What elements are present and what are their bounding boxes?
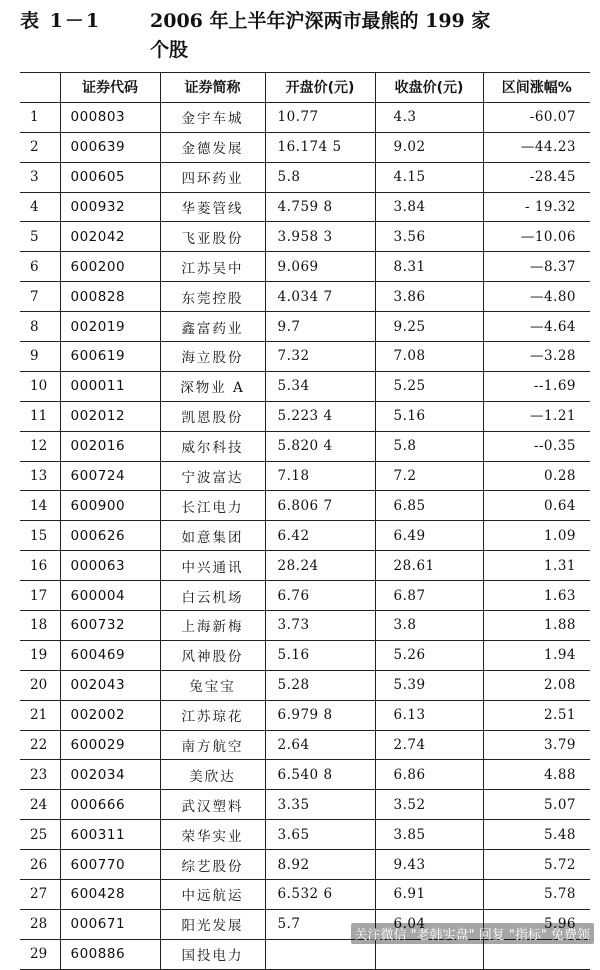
stock-name: 华菱管线: [160, 192, 265, 222]
change-percent: 4.88: [483, 760, 590, 790]
change-percent: —1.21: [483, 401, 590, 431]
open-price: 3.35: [265, 790, 375, 820]
change-percent: —4.80: [483, 282, 590, 312]
close-price: 3.52: [375, 790, 483, 820]
stock-name: 威尔科技: [160, 431, 265, 461]
stock-name: 武汉塑料: [160, 790, 265, 820]
stock-code: 002043: [60, 670, 160, 700]
row-index: 13: [20, 461, 60, 491]
change-percent: 5.48: [483, 820, 590, 850]
change-percent: -60.07: [483, 102, 590, 132]
row-index: 28: [20, 909, 60, 939]
table-row: [20, 162, 590, 192]
table-number: 表 1－1: [20, 10, 102, 32]
change-percent: --0.35: [483, 431, 590, 461]
stock-code: 000828: [60, 282, 160, 312]
stock-name: 四环药业: [160, 162, 265, 192]
stock-name: 深物业 A: [160, 371, 265, 401]
header-name: 证券简称: [160, 73, 265, 103]
stock-code: 000063: [60, 551, 160, 581]
row-index: 6: [20, 252, 60, 282]
table-row: [20, 371, 590, 401]
stock-name: 金宇车城: [160, 102, 265, 132]
table-row: [20, 700, 590, 730]
close-price: 6.91: [375, 880, 483, 910]
row-index: 8: [20, 312, 60, 342]
row-index: 27: [20, 880, 60, 910]
stock-code: 600200: [60, 252, 160, 282]
stock-code: 000639: [60, 132, 160, 162]
table-row: [20, 820, 590, 850]
row-index: 24: [20, 790, 60, 820]
close-price: 3.85: [375, 820, 483, 850]
row-index: 9: [20, 342, 60, 372]
row-index: 26: [20, 850, 60, 880]
close-price: 6.87: [375, 581, 483, 611]
close-price: 3.84: [375, 192, 483, 222]
change-percent: 1.31: [483, 551, 590, 581]
row-index: 22: [20, 730, 60, 760]
close-price: 6.86: [375, 760, 483, 790]
change-percent: —3.28: [483, 342, 590, 372]
open-price: 5.8: [265, 162, 375, 192]
change-percent: 5.72: [483, 850, 590, 880]
change-percent: --1.69: [483, 371, 590, 401]
open-price: 3.73: [265, 611, 375, 641]
row-index: 20: [20, 670, 60, 700]
change-percent: 5.96: [483, 909, 590, 939]
stock-name: 阳光发展: [160, 909, 265, 939]
row-index: 1: [20, 102, 60, 132]
stock-code: 600886: [60, 939, 160, 969]
stock-name: 上海新梅: [160, 611, 265, 641]
stock-code: 000605: [60, 162, 160, 192]
change-percent: 1.94: [483, 640, 590, 670]
row-index: 16: [20, 551, 60, 581]
change-percent: 0.64: [483, 491, 590, 521]
open-price: 6.806 7: [265, 491, 375, 521]
stock-code: 600029: [60, 730, 160, 760]
table-row: [20, 401, 590, 431]
stock-name: 综艺股份: [160, 850, 265, 880]
stock-code: 002042: [60, 222, 160, 252]
row-index: 25: [20, 820, 60, 850]
close-price: 2.74: [375, 730, 483, 760]
change-percent: 2.51: [483, 700, 590, 730]
close-price: 5.8: [375, 431, 483, 461]
stock-code: 000803: [60, 102, 160, 132]
stock-name: 美欣达: [160, 760, 265, 790]
close-price: 3.8: [375, 611, 483, 641]
stock-code: 600311: [60, 820, 160, 850]
stock-name: 海立股份: [160, 342, 265, 372]
open-price: 4.759 8: [265, 192, 375, 222]
stock-code: 000011: [60, 371, 160, 401]
row-index: 10: [20, 371, 60, 401]
open-price: 2.64: [265, 730, 375, 760]
stock-code: 600732: [60, 611, 160, 641]
stock-name: 白云机场: [160, 581, 265, 611]
stock-code: 600619: [60, 342, 160, 372]
close-price: 9.43: [375, 850, 483, 880]
open-price: 7.18: [265, 461, 375, 491]
stock-code: 002019: [60, 312, 160, 342]
stock-name: 风神股份: [160, 640, 265, 670]
change-percent: 1.88: [483, 611, 590, 641]
stock-name: 凯恩股份: [160, 401, 265, 431]
stock-name: 东莞控股: [160, 282, 265, 312]
table-row: [20, 102, 590, 132]
open-price: 6.979 8: [265, 700, 375, 730]
header-close: 收盘价(元): [375, 73, 483, 103]
close-price: 5.39: [375, 670, 483, 700]
open-price: 6.76: [265, 581, 375, 611]
close-price: 4.3: [375, 102, 483, 132]
open-price: 4.034 7: [265, 282, 375, 312]
open-price: 6.42: [265, 521, 375, 551]
row-index: 4: [20, 192, 60, 222]
table-row: [20, 730, 590, 760]
open-price: 5.28: [265, 670, 375, 700]
open-price: 7.32: [265, 342, 375, 372]
row-index: 17: [20, 581, 60, 611]
table-row: [20, 252, 590, 282]
open-price: 9.069: [265, 252, 375, 282]
table-title: 2006 年上半年沪深两市最熊的 199 家: [150, 10, 491, 32]
stock-code: 000671: [60, 909, 160, 939]
row-index: 11: [20, 401, 60, 431]
open-price: 6.540 8: [265, 760, 375, 790]
stock-name: 中兴通讯: [160, 551, 265, 581]
stock-name: 江苏琼花: [160, 700, 265, 730]
change-percent: -28.45: [483, 162, 590, 192]
close-price: 7.2: [375, 461, 483, 491]
open-price: 5.223 4: [265, 401, 375, 431]
change-percent: 5.78: [483, 880, 590, 910]
row-index: 7: [20, 282, 60, 312]
stock-code: 600004: [60, 581, 160, 611]
close-price: 5.16: [375, 401, 483, 431]
header-index: [20, 73, 60, 103]
close-price: 4.15: [375, 162, 483, 192]
stock-code: 000666: [60, 790, 160, 820]
change-percent: 2.08: [483, 670, 590, 700]
header-change: 区间涨幅%: [483, 73, 590, 103]
change-percent: 3.79: [483, 730, 590, 760]
table-caption: [20, 6, 590, 64]
close-price: 6.13: [375, 700, 483, 730]
change-percent: 5.07: [483, 790, 590, 820]
row-index: 12: [20, 431, 60, 461]
open-price: 16.174 5: [265, 132, 375, 162]
open-price: 5.7: [265, 909, 375, 939]
table-row: [20, 670, 590, 700]
open-price: 3.958 3: [265, 222, 375, 252]
table-row: [20, 491, 590, 521]
change-percent: —8.37: [483, 252, 590, 282]
header-open: 开盘价(元): [265, 73, 375, 103]
header-code: 证券代码: [60, 73, 160, 103]
row-index: 19: [20, 640, 60, 670]
stock-name: 如意集团: [160, 521, 265, 551]
table-row: [20, 611, 590, 641]
stock-name: 荣华实业: [160, 820, 265, 850]
stock-name: 江苏吴中: [160, 252, 265, 282]
table-row: [20, 880, 590, 910]
change-percent: 0.28: [483, 461, 590, 491]
change-percent: 1.63: [483, 581, 590, 611]
open-price: 10.77: [265, 102, 375, 132]
stock-name: 中远航运: [160, 880, 265, 910]
stock-name: 宁波富达: [160, 461, 265, 491]
stock-name: 南方航空: [160, 730, 265, 760]
table-row: [20, 312, 590, 342]
table-row: [20, 342, 590, 372]
stock-name: 长江电力: [160, 491, 265, 521]
table-row: [20, 461, 590, 491]
row-index: 21: [20, 700, 60, 730]
row-index: 5: [20, 222, 60, 252]
change-percent: 1.09: [483, 521, 590, 551]
table-body: [20, 102, 590, 969]
row-index: 2: [20, 132, 60, 162]
table-header-row: [20, 73, 590, 103]
row-index: 14: [20, 491, 60, 521]
stock-code: 600724: [60, 461, 160, 491]
table-row: [20, 282, 590, 312]
stock-code: 002034: [60, 760, 160, 790]
change-percent: —44.23: [483, 132, 590, 162]
table-title-continued: 个股: [150, 39, 189, 61]
stock-code: 002002: [60, 700, 160, 730]
table-row: [20, 850, 590, 880]
watermark-text: 关注微信 "老韩实盘" 回复 "指标" 免费领: [351, 923, 594, 944]
table-row: [20, 132, 590, 162]
close-price: 7.08: [375, 342, 483, 372]
row-index: 29: [20, 939, 60, 969]
stock-name: 国投电力: [160, 939, 265, 969]
change-percent: —10.06: [483, 222, 590, 252]
stock-table: [20, 72, 590, 970]
close-price: 9.25: [375, 312, 483, 342]
stock-code: 000626: [60, 521, 160, 551]
stock-name: 兔宝宝: [160, 670, 265, 700]
stock-name: 飞亚股份: [160, 222, 265, 252]
table-row: [20, 551, 590, 581]
table-row: [20, 222, 590, 252]
table-row: [20, 431, 590, 461]
stock-code: 600770: [60, 850, 160, 880]
table-row: [20, 192, 590, 222]
table-row: [20, 521, 590, 551]
row-index: 3: [20, 162, 60, 192]
table-row: [20, 581, 590, 611]
close-price: 8.31: [375, 252, 483, 282]
open-price: 9.7: [265, 312, 375, 342]
table-row: [20, 790, 590, 820]
close-price: 3.56: [375, 222, 483, 252]
stock-name: 金德发展: [160, 132, 265, 162]
stock-code: 002016: [60, 431, 160, 461]
close-price: 5.25: [375, 371, 483, 401]
stock-code: 600428: [60, 880, 160, 910]
stock-name: 鑫富药业: [160, 312, 265, 342]
open-price: 5.16: [265, 640, 375, 670]
change-percent: —4.64: [483, 312, 590, 342]
stock-code: 000932: [60, 192, 160, 222]
close-price: 6.49: [375, 521, 483, 551]
stock-code: 600469: [60, 640, 160, 670]
close-price: 5.26: [375, 640, 483, 670]
stock-code: 600900: [60, 491, 160, 521]
close-price: 28.61: [375, 551, 483, 581]
open-price: 3.65: [265, 820, 375, 850]
open-price: 8.92: [265, 850, 375, 880]
table-row: [20, 760, 590, 790]
open-price: 6.532 6: [265, 880, 375, 910]
close-price: 3.86: [375, 282, 483, 312]
row-index: 18: [20, 611, 60, 641]
change-percent: - 19.32: [483, 192, 590, 222]
open-price: 5.34: [265, 371, 375, 401]
close-price: 6.04: [375, 909, 483, 939]
open-price: 5.820 4: [265, 431, 375, 461]
open-price: 28.24: [265, 551, 375, 581]
stock-code: 002012: [60, 401, 160, 431]
table-row: [20, 640, 590, 670]
close-price: 6.85: [375, 491, 483, 521]
row-index: 23: [20, 760, 60, 790]
row-index: 15: [20, 521, 60, 551]
close-price: 9.02: [375, 132, 483, 162]
